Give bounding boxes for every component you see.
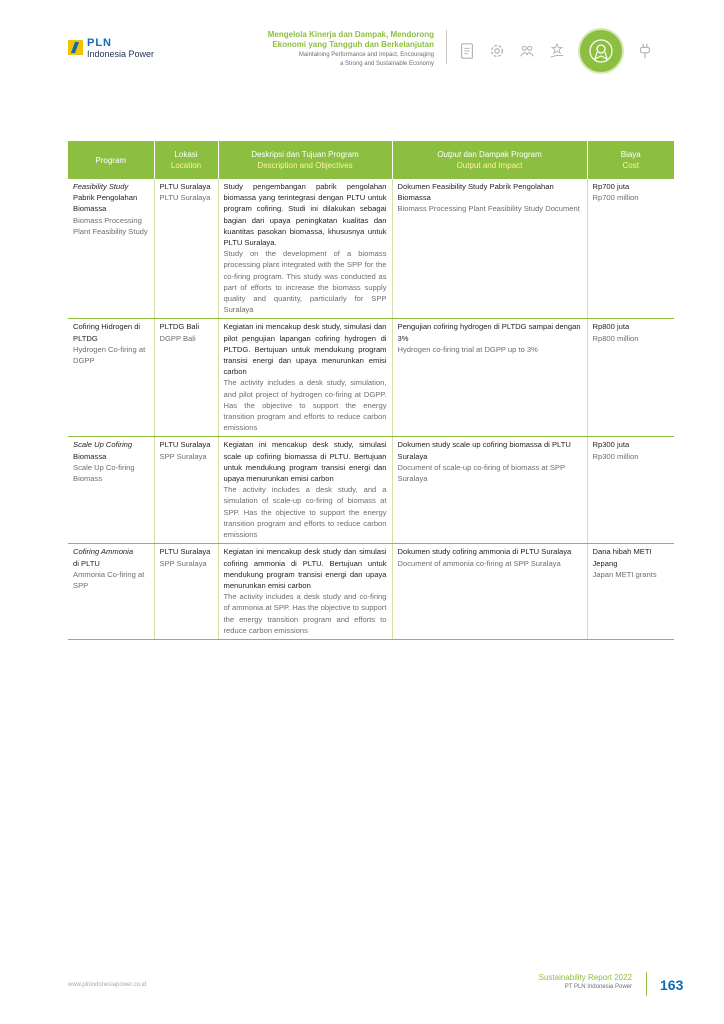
report-label xyxy=(539,973,632,991)
table-row xyxy=(68,437,674,544)
plug-icon[interactable] xyxy=(636,42,654,60)
chapter-nav-icons xyxy=(458,28,654,74)
header-program: Program xyxy=(68,141,154,179)
document-icon[interactable] xyxy=(458,42,476,60)
cell-location: PLTU Suralaya SPP Suralaya xyxy=(154,437,218,544)
cell-output: Dokumen study cofiring ammonia di PLTU Suralaya Document of ammonia co-firing at SPP Suralaya xyxy=(392,544,587,640)
cell-cost: Dana hibah METI Jepang Japan METI grants xyxy=(587,544,674,640)
company-logo xyxy=(68,38,154,59)
table-row xyxy=(68,544,674,640)
website-url[interactable]: www.plnindonesiapower.co.id xyxy=(68,982,147,988)
header-output: Output dan Dampak Program Output and Impact xyxy=(392,141,587,179)
tagline-en-line-2: a Strong and Sustainable Economy xyxy=(339,61,434,67)
table-row xyxy=(68,319,674,437)
cell-program: Cofiring Hidrogen di PLTDG Hydrogen Co-firing at DGPP xyxy=(68,319,154,437)
logo-name: PLN xyxy=(87,37,112,49)
cell-location: PLTU Suralaya SPP Suralaya xyxy=(154,544,218,640)
footer-divider xyxy=(646,972,647,996)
cell-description: Kegiatan ini mencakup desk study, simulasi scale up cofiring biomassa di PLTU. Bertujuan untuk mendukung program transisi energi dan upaya menurunkan emisi carbon The activity includes a desk study, and a simulation of scale-up co-firing of biomass at SPP. Has the objective to support the energy transition program and efforts to reduce carbon emissions xyxy=(218,437,392,544)
cell-program: Scale Up Cofiring Biomassa Scale Up Co-firing Biomass xyxy=(68,437,154,544)
tagline-id-line-2: Ekonomi yang Tangguh dan Berkelanjutan xyxy=(272,40,434,49)
people-icon[interactable] xyxy=(518,42,536,60)
chapter-tagline xyxy=(214,30,434,68)
cell-location: PLTDG Bali DGPP Bali xyxy=(154,319,218,437)
tagline-id-line-1: Mengelola Kinerja dan Dampak, Mendorong xyxy=(267,30,434,39)
cell-cost: Rp300 juta Rp300 million xyxy=(587,437,674,544)
cell-description: Kegiatan ini mencakup desk study, simulasi dan pilot pengujian lapangan cofiring hydrogen di PLTDG. Bertujuan untuk mendukung program transisi energi dan upaya menurunkan emisi carbon The activity includes a desk study, simulation, and pilot project of hydrogen co-firing at DGPP. Has the objective to support the energy transition program and efforts to reduce carbon emissions xyxy=(218,319,392,437)
table-header-row xyxy=(68,141,674,179)
hand-star-icon[interactable] xyxy=(548,42,566,60)
page-number: 163 xyxy=(660,977,684,993)
cell-location: PLTU Suralaya PLTU Suralaya xyxy=(154,179,218,319)
table-row xyxy=(68,179,674,319)
header-cost: Biaya Cost xyxy=(587,141,674,179)
cell-output: Pengujian cofiring hydrogen di PLTDG sampai dengan 3% Hydrogen co-firing trial at DGPP up to 3% xyxy=(392,319,587,437)
header-description: Deskripsi dan Tujuan Program Description and Objectives xyxy=(218,141,392,179)
gear-cycle-icon[interactable] xyxy=(488,42,506,60)
program-table xyxy=(68,141,674,640)
cell-output: Dokumen study scale up cofiring biomassa di PLTU Suralaya Document of scale-up co-firing of biomass at SPP Suralaya xyxy=(392,437,587,544)
cell-program: Feasibility Study Pabrik Pengolahan Biomassa Biomass Processing Plant Feasibility Study xyxy=(68,179,154,319)
header-divider xyxy=(446,30,447,64)
header-location: Lokasi Location xyxy=(154,141,218,179)
award-emblem-icon[interactable] xyxy=(578,28,624,74)
cell-output: Dokumen Feasibility Study Pabrik Pengolahan Biomassa Biomass Processing Plant Feasibility Study Document xyxy=(392,179,587,319)
tagline-en-line-1: Maintaining Performance and Impact, Encouraging xyxy=(298,52,434,58)
pln-logo-icon xyxy=(68,40,83,55)
report-title: Sustainability Report 2022 xyxy=(538,973,632,982)
report-company: PT PLN Indonesia Power xyxy=(564,984,632,990)
cell-program: Cofiring Ammonia di PLTU Ammonia Co-firing at SPP xyxy=(68,544,154,640)
cell-description: Study pengembangan pabrik pengolahan biomassa yang terintegrasi dengan PLTU untuk program cofiring. Studi ini dilakukan sebagai bagian dari upaya peningkatan kualitas dan kuantitas pasokan biomassa, khususnya untuk PLTU Suralaya. Study on the development of a biomass processing plant integrated with the SPP for the co-firing program. This study was conducted as part of efforts to increase the biomass supply quality and quantity, particularly for SPP Suralaya xyxy=(218,179,392,319)
cell-description: Kegiatan ini mencakup desk study dan simulasi cofiring ammonia di PLTU. Bertujuan untuk mendukung program transisi energi dan upaya menurunkan emisi carbon The activity includes a desk study and co-firing of ammonia at SPP. Has the objective to support the energy transition program and efforts to reduce carbon emissions xyxy=(218,544,392,640)
logo-subtitle: Indonesia Power xyxy=(87,49,155,59)
cell-cost: Rp700 juta Rp700 million xyxy=(587,179,674,319)
cell-cost: Rp800 juta Rp800 million xyxy=(587,319,674,437)
